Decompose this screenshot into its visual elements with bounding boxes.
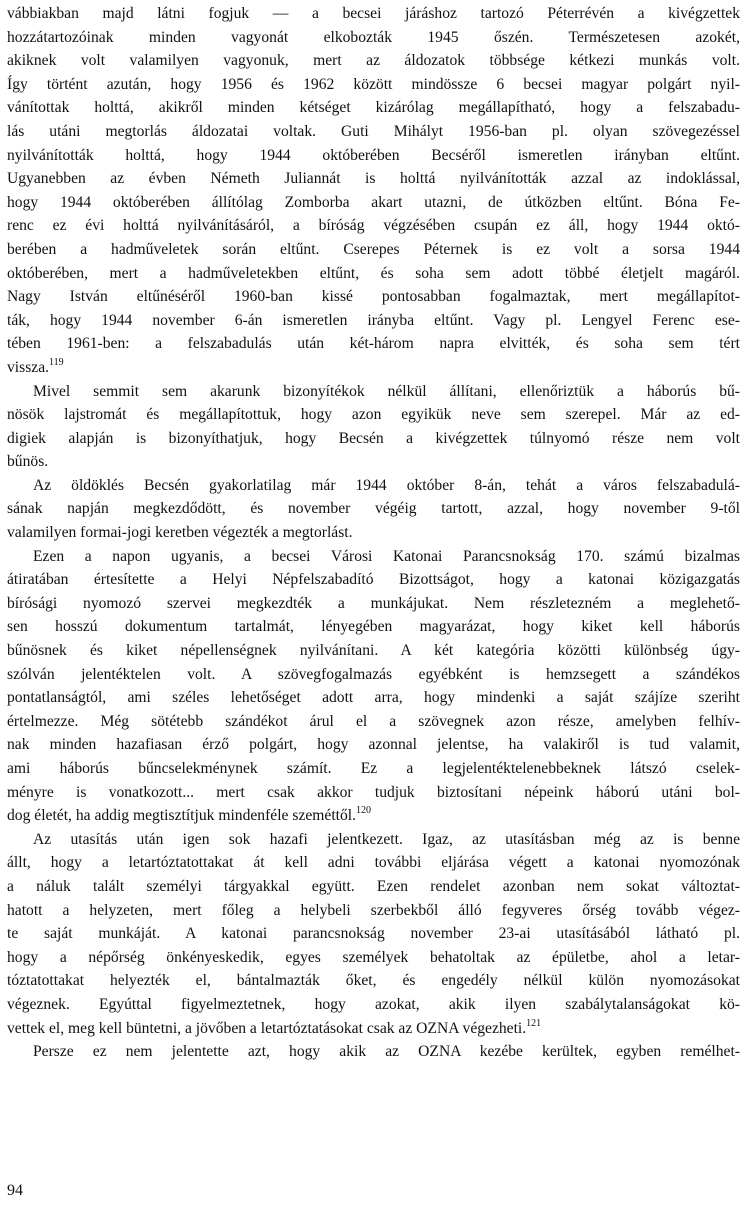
line-text: dog életét, ha addig megtisztítjuk mindenféle szeméttől. [7, 807, 357, 825]
footnote-marker: 120 [356, 805, 372, 817]
page-body [7, 2, 740, 1064]
text-line: lás utáni megtorlás áldozatai voltak. Guti Mihályt 1956-ban pl. olyan szövegezéssel [7, 122, 740, 140]
text-line: ményre is vonatkozott... mert csak akkor tudjuk biztosítani népeink háború utáni bol- [7, 783, 740, 801]
text-line: Az utasítás után igen sok hazafi jelentkezett. Igaz, az utasításban még az is benne [33, 830, 740, 848]
text-line: értelmezze. Még sötétebb szándékot árul el a szövegnek azon része, amelyben felhív- [7, 712, 740, 730]
text-line: vábbiakban majd látni fogjuk — a becsei járáshoz tartozó Péterrévén a kivégzettek [7, 5, 740, 22]
text-line: sen hosszú dokumentum tartalmát, lényegében magyarázat, hogy kiket kell háborús [7, 618, 740, 636]
text-line: végeznek. Egyúttal figyelmeztetnek, hogy azokat, akik ilyen szabálytalanságokat kö- [7, 995, 740, 1013]
text-line: nyilvánították holttá, hogy 1944 októberében Becséről ismeretlen irányban eltűnt. [7, 146, 740, 164]
text-line: átiratában értesítette a Helyi Népfelszabadító Bizottságot, hogy a katonai közigazgatás [7, 571, 740, 589]
footnote-marker: 121 [526, 1017, 542, 1029]
text-line: akiknek volt valamilyen vagyonuk, mert az áldozatok többsége kétkezi munkás volt. [7, 52, 740, 70]
text-line: Mivel semmit sem akarunk bizonyítékok nélkül állítani, ellenőriztük a háborús bű- [33, 382, 740, 400]
line-text: vissza. [7, 358, 50, 376]
text-line: vánítottak holttá, akikről minden kétséget kizárólag megállapítható, hogy a felszabadu- [7, 99, 740, 117]
text-line [7, 1017, 740, 1041]
text-line: nak minden hazafiasan érző polgárt, hogy azonnal jelentse, ha valakiről is tud valamit, [7, 736, 740, 754]
text-line: tében 1961-ben: a felszabadulás után két-három napra elvitték, és soha sem tért [7, 335, 740, 353]
text-line: Persze ez nem jelentette azt, hogy akik az OZNA kezébe kerültek, egyben remélhet- [33, 1043, 740, 1061]
text-line: ták, hogy 1944 november 6-án ismeretlen irányba eltűnt. Vagy pl. Lengyel Ferenc ese- [7, 311, 740, 329]
text-line: a náluk talált személyi tárgyakkal együtt. Ezen rendelet azonban nem sokat változtat- [7, 877, 740, 895]
text-line [7, 804, 740, 828]
text-line: te saját munkáját. A katonai parancsnokság november 23-ai utasításából látható pl. [7, 925, 740, 943]
text-line: bűnös. [7, 453, 49, 471]
footnote-marker: 119 [49, 356, 64, 368]
text-line: hogy 1944 októberében állítólag Zomborba akart utazni, de útközben eltűnt. Bóna Fe- [7, 193, 740, 211]
text-line: hozzátartozóinak minden vagyonát elkobozták 1945 őszén. Természetesen azokét, [7, 28, 740, 46]
text-line: Így történt azután, hogy 1956 és 1962 között mindössze 6 becsei magyar polgárt nyil- [7, 75, 740, 93]
text-line: berében a hadműveletek során eltűnt. Cserepes Péternek is ez volt a sorsa 1944 [7, 240, 740, 258]
text-line: Nagy István eltűnéséről 1960-ban kissé pontosabban fogalmaztak, mert megállapítot- [7, 288, 740, 306]
text-line: Ezen a napon ugyanis, a becsei Városi Katonai Parancsnokság 170. számú bizalmas [33, 547, 740, 565]
paragraph [7, 2, 740, 380]
text-line: bírósági nyomozó szervei megkezdték a munkájukat. Nem részletezném a meglehető- [7, 594, 740, 612]
paragraph [7, 474, 740, 545]
text-line: bűnösnek és kiket népellenségnek nyilvánítani. A két kategória közötti különbség úgy- [7, 642, 740, 660]
text-line: valamilyen formai-jogi keretben végezték a megtorlást. [7, 524, 353, 542]
text-line: digiek alapján is bizonyíthatjuk, hogy Becsén a kivégzettek túlnyomó része nem volt [7, 429, 740, 447]
line-text: vettek el, meg kell büntetni, a jövőben a letartóztatásokat csak az OZNA végezheti. [7, 1019, 527, 1037]
text-line: tóztatottakat helyezték el, bántalmazták őket, és engedély nélkül külön nyomozásokat [7, 972, 740, 990]
text-line: hogy a népőrség önkényeskedik, egyes személyek behatoltak az épületbe, ahol a letar- [7, 948, 740, 966]
page-number: 94 [7, 1182, 23, 1199]
text-line: hatott a helyzeten, mert főleg a helybeli szerbekből álló fegyveres őrség tovább végez- [7, 901, 740, 919]
text-line: ami háborús bűncselekménynek számít. Ez a legjelentéktelenebbeknek látszó cselek- [7, 760, 740, 777]
text-line: szólván jelentéktelen volt. A szövegfogalmazás egyébként is hemzsegett a szándékos [7, 665, 740, 683]
text-line: állt, hogy a letartóztatottakat át kell adni további eljárása végett a katonai nyomozónak [7, 854, 740, 872]
text-line: sának napján megkezdődött, és november végéig tartott, azzal, hogy november 9-től [7, 500, 740, 518]
paragraph [7, 380, 740, 474]
text-line: Az öldöklés Becsén gyakorlatilag már 1944 október 8-án, tehát a város felszabadulá- [33, 476, 740, 494]
paragraph [7, 1040, 740, 1064]
text-line: Ugyanebben az évben Németh Juliannát is holttá nyilvánították azzal az indoklással, [7, 170, 740, 188]
text-line: pontatlanságtól, ami széles lehetőséget adott arra, hogy mindenki a saját szájíze szeriht [7, 689, 740, 707]
text-line: nösök lajstromát és megállapítottuk, hogy azon egyikük neve sem szerepel. Már az ed- [7, 406, 740, 424]
text-line: renc ez évi holttá nyilvánításáról, a bíróság végzésében csupán ez áll, hogy 1944 októ- [7, 217, 740, 235]
text-line [7, 356, 740, 380]
text-line: októberében, mert a hadműveletekben eltűnt, és soha sem adott többé életjelt magáról. [7, 264, 740, 282]
paragraph [7, 545, 740, 828]
paragraph [7, 828, 740, 1040]
